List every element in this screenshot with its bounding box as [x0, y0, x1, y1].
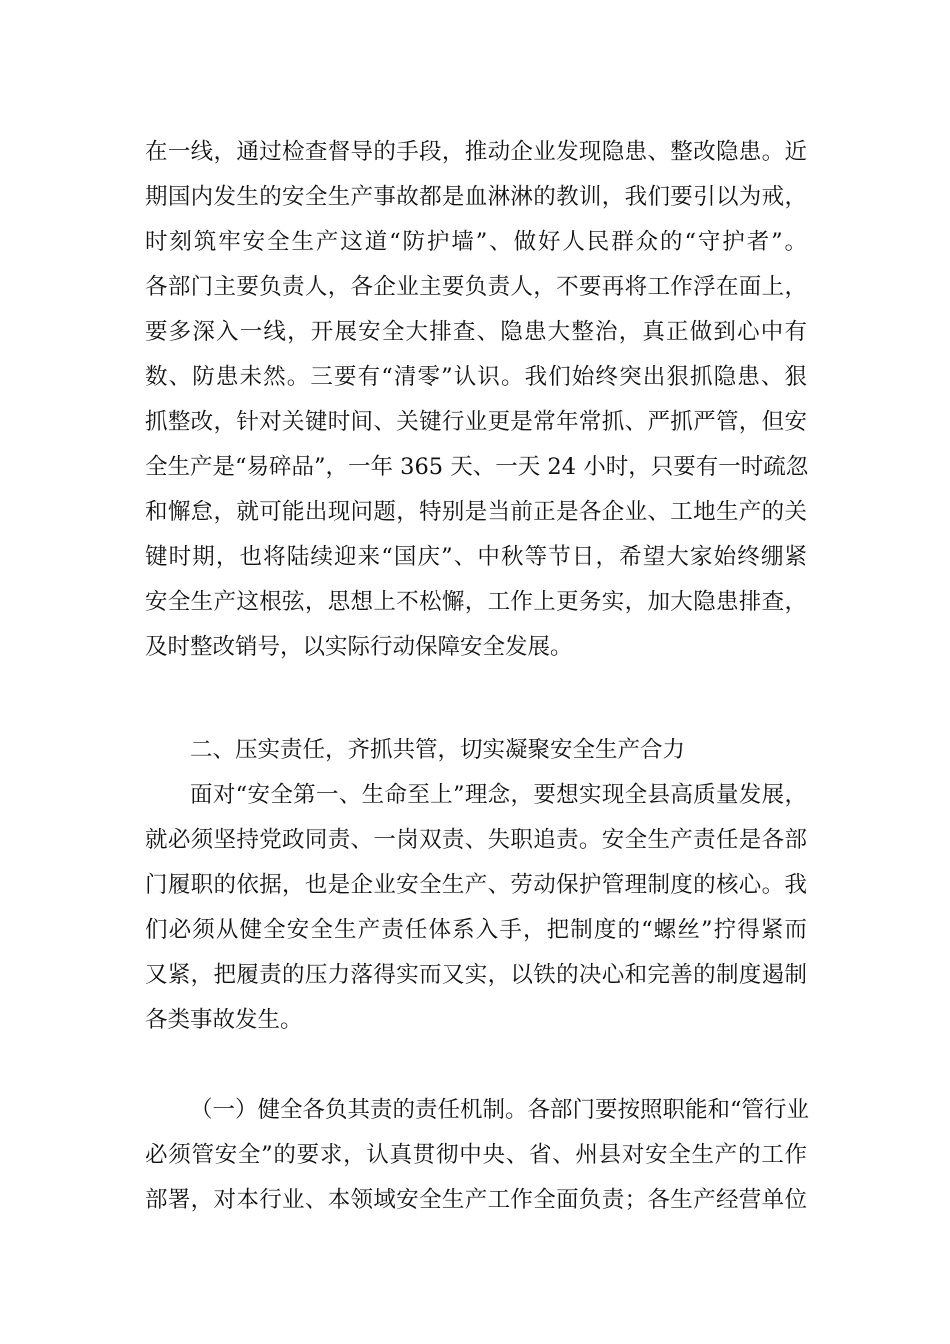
paragraph-responsibility: [145, 773, 807, 1043]
text-line: 门履职的依据，也是企业安全生产、劳动保护管理制度的核心。我: [145, 872, 807, 898]
text-line: 在一线，通过检查督导的手段，推动企业发现隐患、整改隐患。近: [145, 139, 807, 165]
text-line: 键时期，也将陆续迎来“国庆”、中秋等节日，希望大家始终绷紧: [145, 544, 807, 570]
text-line: 就必须坚持党政同责、一岗双责、失职追责。安全生产责任是各部: [145, 827, 807, 853]
text-line: 数、防患未然。三要有“清零”认识。我们始终突出狠抓隐患、狠: [145, 364, 807, 390]
text-line: 必须管安全”的要求，认真贯彻中央、省、州县对安全生产的工作: [145, 1142, 807, 1168]
text-line: 安全生产这根弦，思想上不松懈，工作上更务实，加大隐患排查，: [145, 589, 807, 615]
text-line: 要多深入一线，开展安全大排查、隐患大整治，真正做到心中有: [145, 319, 807, 345]
text-line: 部署，对本行业、本领域安全生产工作全面负责；各生产经营单位: [145, 1187, 807, 1213]
text-line: 期国内发生的安全生产事故都是血淋淋的教训，我们要引以为戒，: [145, 184, 807, 210]
text-line: 各类事故发生。: [145, 1007, 303, 1033]
text-line: 们必须从健全安全生产责任体系入手，把制度的“螺丝”拧得紧而: [145, 917, 807, 943]
text-line: （一）健全各负其责的责任机制。各部门要按照职能和“管行业: [190, 1097, 810, 1123]
text-line: 及时整改销号，以实际行动保障安全发展。: [145, 634, 573, 660]
text-line: 抓整改，针对关键时间、关键行业更是常年常抓、严抓严管，但安: [145, 409, 807, 435]
text-line: 和懈怠，就可能出现问题，特别是当前正是各企业、工地生产的关: [145, 499, 807, 525]
text-line: 全生产是“易碎品”，一年 365 天、一天 24 小时，只要有一时疏忽: [145, 454, 809, 480]
section-heading-text: 二、压实责任，齐抓共管，切实凝聚安全生产合力: [190, 737, 686, 763]
text-line: 时刻筑牢安全生产这道“防护墙”、做好人民群众的“守护者”。: [145, 229, 807, 255]
section-heading: [190, 728, 790, 773]
text-line: 各部门主要负责人，各企业主要负责人，不要再将工作浮在面上，: [145, 274, 807, 300]
paragraph-safety-inspection: [145, 130, 807, 670]
text-line: 面对“安全第一、生命至上”理念，要想实现全县高质量发展，: [190, 782, 807, 808]
text-line: 又紧，把履责的压力落得实而又实，以铁的决心和完善的制度遏制: [145, 962, 807, 988]
paragraph-responsibility-mechanism: [145, 1088, 810, 1223]
